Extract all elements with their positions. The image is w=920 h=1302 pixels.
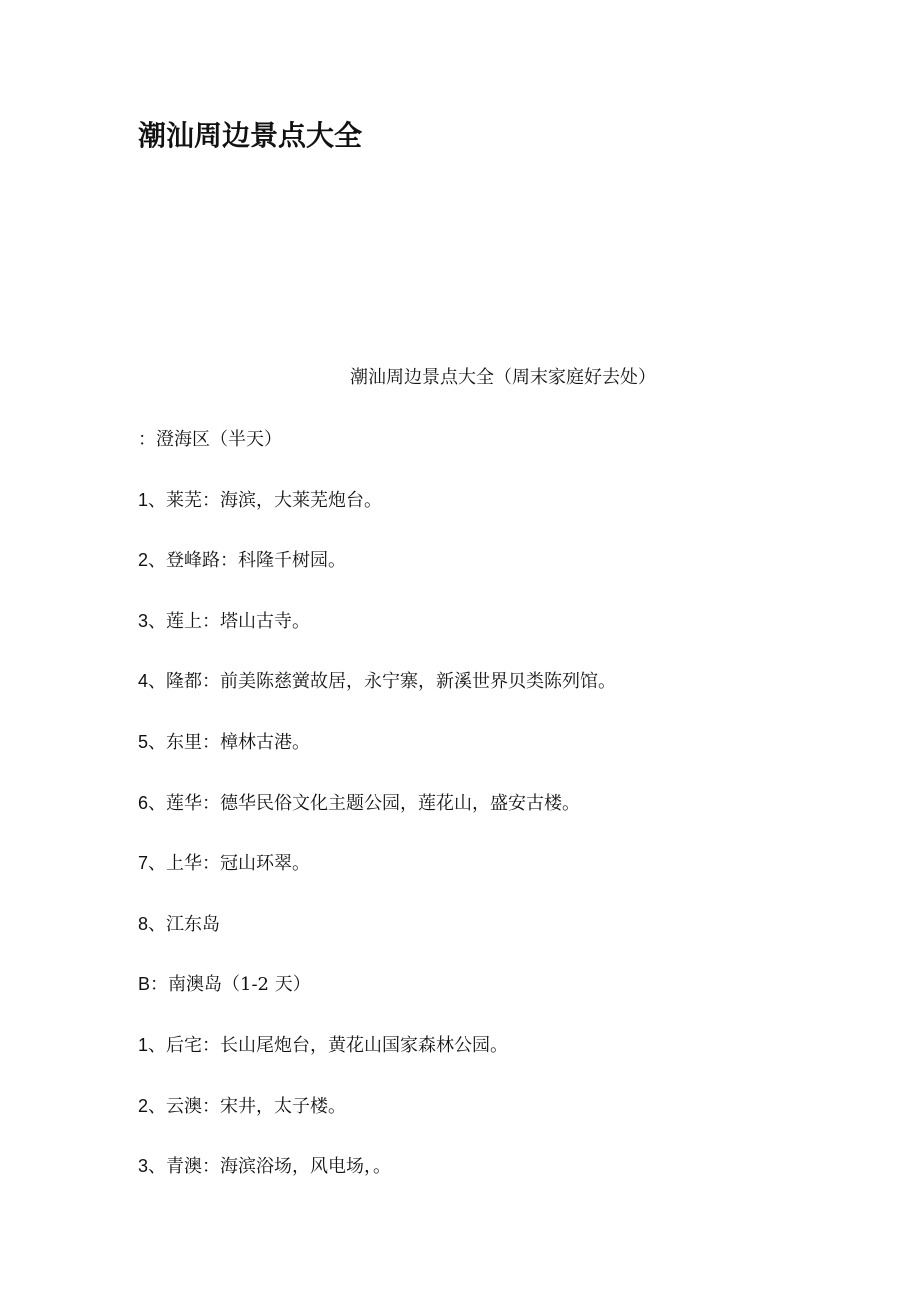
list-item-marker: 5、: [138, 731, 167, 752]
list-item: [138, 849, 616, 910]
list-item-marker: B：: [138, 974, 169, 995]
list-item: [138, 546, 616, 607]
list-item-text: 莲华：德华民俗文化主题公园，莲花山，盛安古楼。: [166, 792, 581, 814]
list-item-marker: 6、: [138, 792, 167, 813]
list-item: [138, 425, 616, 486]
list-item: [138, 970, 616, 1031]
list-item-marker: 4、: [138, 671, 167, 692]
list-item: [138, 789, 616, 850]
document-title: 潮汕周边景点大全: [138, 119, 363, 152]
list-item-marker: 2、: [138, 550, 167, 571]
list-item-marker: 7、: [138, 853, 167, 874]
list-item-text: 云澳：宋井，太子楼。: [166, 1095, 347, 1117]
list-item-text: 东里：樟林古港。: [166, 731, 311, 753]
list-item-marker: 3、: [138, 610, 167, 631]
list-item-text: 南澳岛（1-2 天）: [168, 974, 311, 996]
list-item: [138, 728, 616, 789]
list-item-text: 青澳：海滨浴场，风电场，。: [166, 1156, 392, 1178]
list-item-marker: 8、: [138, 913, 167, 934]
list-item-marker: 1、: [138, 489, 167, 510]
attraction-list: [138, 425, 616, 1213]
list-item-text: 江东岛: [166, 913, 221, 935]
list-item: [138, 1152, 616, 1213]
list-item: [138, 667, 616, 728]
list-item: [138, 1092, 616, 1153]
list-item: [138, 607, 616, 668]
list-item-text: 后宅：长山尾炮台，黄花山国家森林公园。: [166, 1034, 509, 1056]
list-item-marker: 1、: [138, 1034, 167, 1055]
list-item-marker: ：: [138, 429, 156, 449]
list-item: [138, 910, 616, 971]
document-subtitle: 潮汕周边景点大全（周末家庭好去处）: [350, 367, 656, 388]
list-item-text: 莲上：塔山古寺。: [166, 610, 311, 632]
list-item-text: 莱芜：海滨，大莱芜炮台。: [166, 489, 383, 511]
list-item: [138, 486, 616, 547]
list-item-text: 登峰路：科隆千树园。: [166, 550, 347, 572]
list-item-text: 澄海区（半天）: [156, 429, 282, 450]
list-item: [138, 1031, 616, 1092]
list-item-text: 上华：冠山环翠。: [166, 853, 311, 875]
list-item-marker: 3、: [138, 1156, 167, 1177]
list-item-marker: 2、: [138, 1095, 167, 1116]
list-item-text: 隆都：前美陈慈黉故居，永宁寨，新溪世界贝类陈列馆。: [166, 671, 617, 693]
